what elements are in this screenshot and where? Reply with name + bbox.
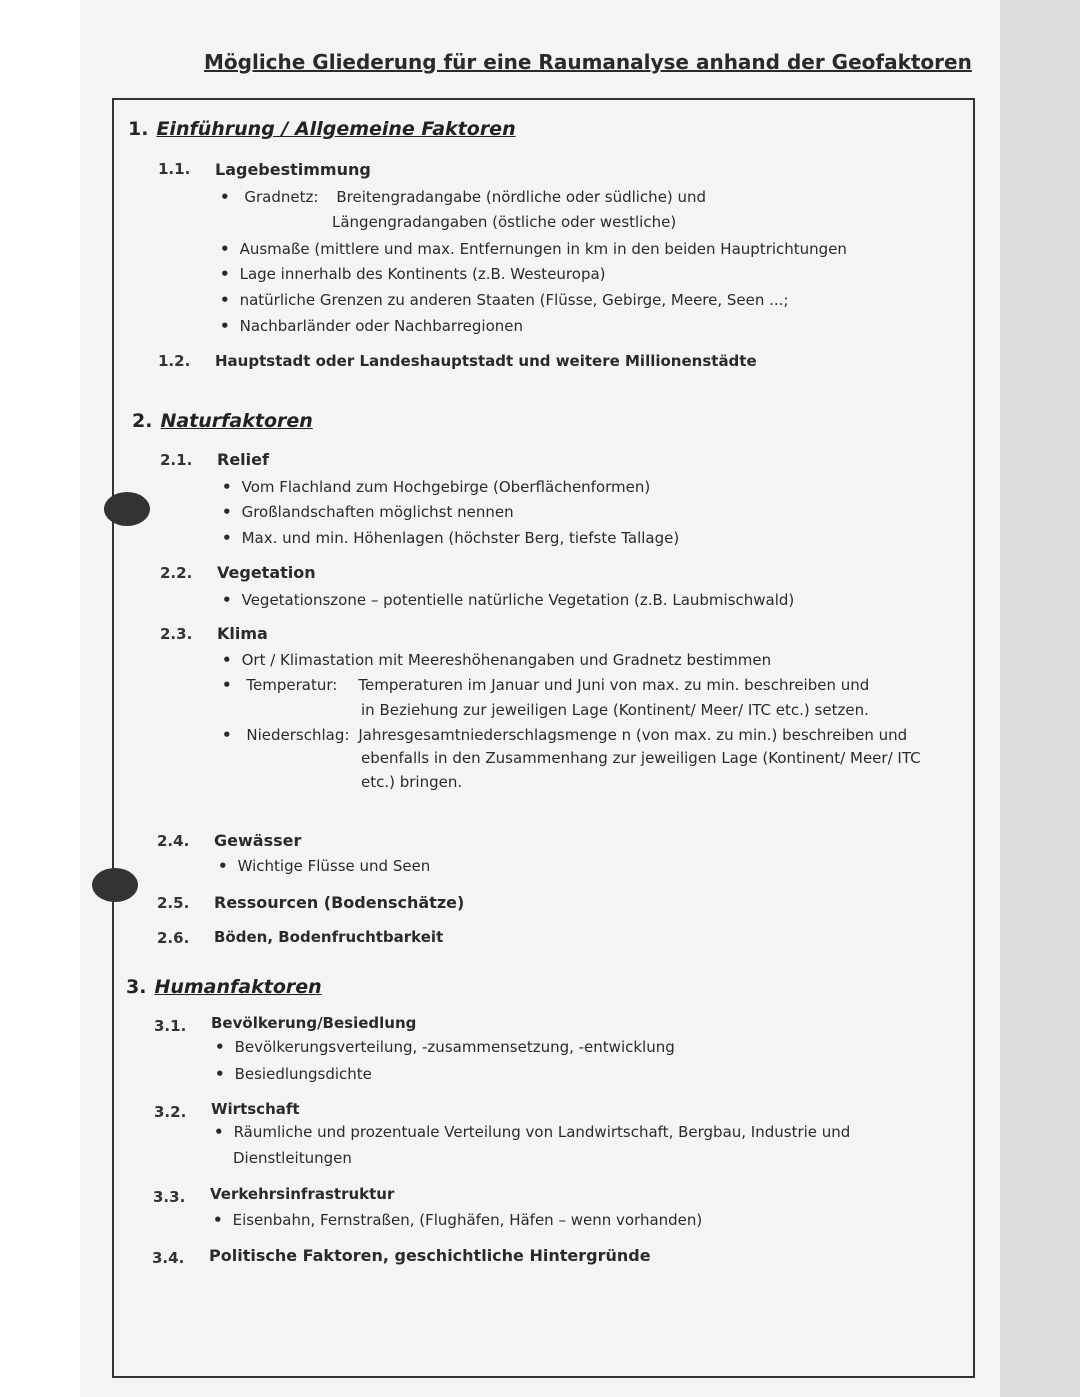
subsection-2-5-number: 2.5. [157,894,190,912]
subsection-3-1-title: Bevölkerung/Besiedlung [211,1014,417,1032]
section-2-heading [132,410,313,432]
wirtschaft-text-2: Dienstleitungen [233,1149,352,1167]
page-margin [0,0,80,1397]
section-3-number: 3. [126,976,147,998]
bullet-relief-grosslandschaften: • Großlandschaften möglichst nennen [222,503,514,521]
document-title: Mögliche Gliederung für eine Raumanalyse anhand der Geofaktoren [204,50,972,74]
subsection-3-4-number: 3.4. [152,1249,185,1267]
subsection-2-1-title: Relief [217,450,269,469]
subsection-1-1-number: 1.1. [158,160,191,178]
bullet-eisenbahn-fernstrassen: • Eisenbahn, Fernstraßen, (Flughäfen, Häfen – wenn vorhanden) [213,1211,702,1229]
subsection-2-2-title: Vegetation [217,563,316,582]
subsection-1-2-number: 1.2. [158,352,191,370]
gradnetz-text-2: Längengradangaben (östliche oder westliche) [332,213,677,231]
subsection-3-1-number: 3.1. [154,1017,187,1035]
gradnetz-label: Gradnetz: [244,188,319,206]
temperatur-label: Temperatur: [246,676,338,694]
subsection-2-4-title: Gewässer [214,831,302,850]
subsection-3-2-title: Wirtschaft [211,1100,300,1118]
subsection-2-4-number: 2.4. [157,832,190,850]
bullet-relief-hoehenlagen: • Max. und min. Höhenlagen (höchster Berg, tiefste Tallage) [222,529,679,547]
bullet-temperatur [222,676,869,694]
bullet-klimastation: • Ort / Klimastation mit Meereshöhenangaben und Gradnetz bestimmen [222,651,771,669]
bullet-bevoelkerungsverteilung: • Bevölkerungsverteilung, -zusammensetzung, -entwicklung [215,1038,675,1056]
subsection-2-3-title: Klima [217,624,268,643]
subsection-2-2-number: 2.2. [160,564,193,582]
subsection-2-3-number: 2.3. [160,625,193,643]
section-1-title: Einführung / Allgemeine Faktoren [156,118,516,140]
section-3-heading [126,976,322,998]
subsection-3-2-number: 3.2. [154,1103,187,1121]
subsection-2-6-number: 2.6. [157,929,190,947]
bullet-gradnetz [220,188,706,206]
subsection-2-6-title: Böden, Bodenfruchtbarkeit [214,928,444,946]
niederschlag-text-2: ebenfalls in den Zusammenhang zur jeweiligen Lage (Kontinent/ Meer/ ITC [361,749,921,767]
subsection-2-1-number: 2.1. [160,451,193,469]
subsection-3-3-title: Verkehrsinfrastruktur [210,1185,395,1203]
section-2-title: Naturfaktoren [160,410,313,432]
subsection-1-2-title: Hauptstadt oder Landeshauptstadt und weitere Millionenstädte [215,352,757,370]
section-3-title: Humanfaktoren [154,976,322,998]
bullet-fluesse-seen: • Wichtige Flüsse und Seen [218,857,430,875]
subsection-1-1-title: Lagebestimmung [215,160,371,179]
niederschlag-text-3: etc.) bringen. [361,773,463,791]
temperatur-text-1: Temperaturen im Januar und Juni von max. zu min. beschreiben und [358,676,870,694]
bullet-niederschlag [222,726,907,744]
bullet-nachbarlaender: • Nachbarländer oder Nachbarregionen [220,317,523,335]
niederschlag-label: Niederschlag: [246,726,350,744]
gradnetz-text-1: Breitengradangabe (nördliche oder südliche) und [336,188,707,206]
section-2-number: 2. [132,410,153,432]
niederschlag-text-1: Jahresgesamtniederschlagsmenge n (von max. zu min.) beschreiben und [358,726,908,744]
subsection-2-5-title: Ressourcen (Bodenschätze) [214,893,465,912]
bullet-wirtschaft-verteilung: • Räumliche und prozentuale Verteilung von Landwirtschaft, Bergbau, Industrie und [214,1123,850,1141]
bullet-vegetationszone: • Vegetationszone – potentielle natürliche Vegetation (z.B. Laubmischwald) [222,591,794,609]
bullet-ausmasse: • Ausmaße (mittlere und max. Entfernungen in km in den beiden Hauptrichtungen [220,240,847,258]
section-1-heading [128,118,516,140]
section-1-number: 1. [128,118,149,140]
temperatur-text-2: in Beziehung zur jeweiligen Lage (Kontinent/ Meer/ ITC etc.) setzen. [361,701,869,719]
bullet-relief-flachland: • Vom Flachland zum Hochgebirge (Oberflächenformen) [222,478,650,496]
bullet-besiedlungsdichte: • Besiedlungsdichte [215,1065,372,1083]
bullet-natuerliche-grenzen: • natürliche Grenzen zu anderen Staaten (Flüsse, Gebirge, Meere, Seen ...; [220,291,789,309]
bullet-lage-kontinent: • Lage innerhalb des Kontinents (z.B. Westeuropa) [220,265,606,283]
subsection-3-3-number: 3.3. [153,1188,186,1206]
subsection-3-4-title: Politische Faktoren, geschichtliche Hintergründe [209,1246,651,1265]
